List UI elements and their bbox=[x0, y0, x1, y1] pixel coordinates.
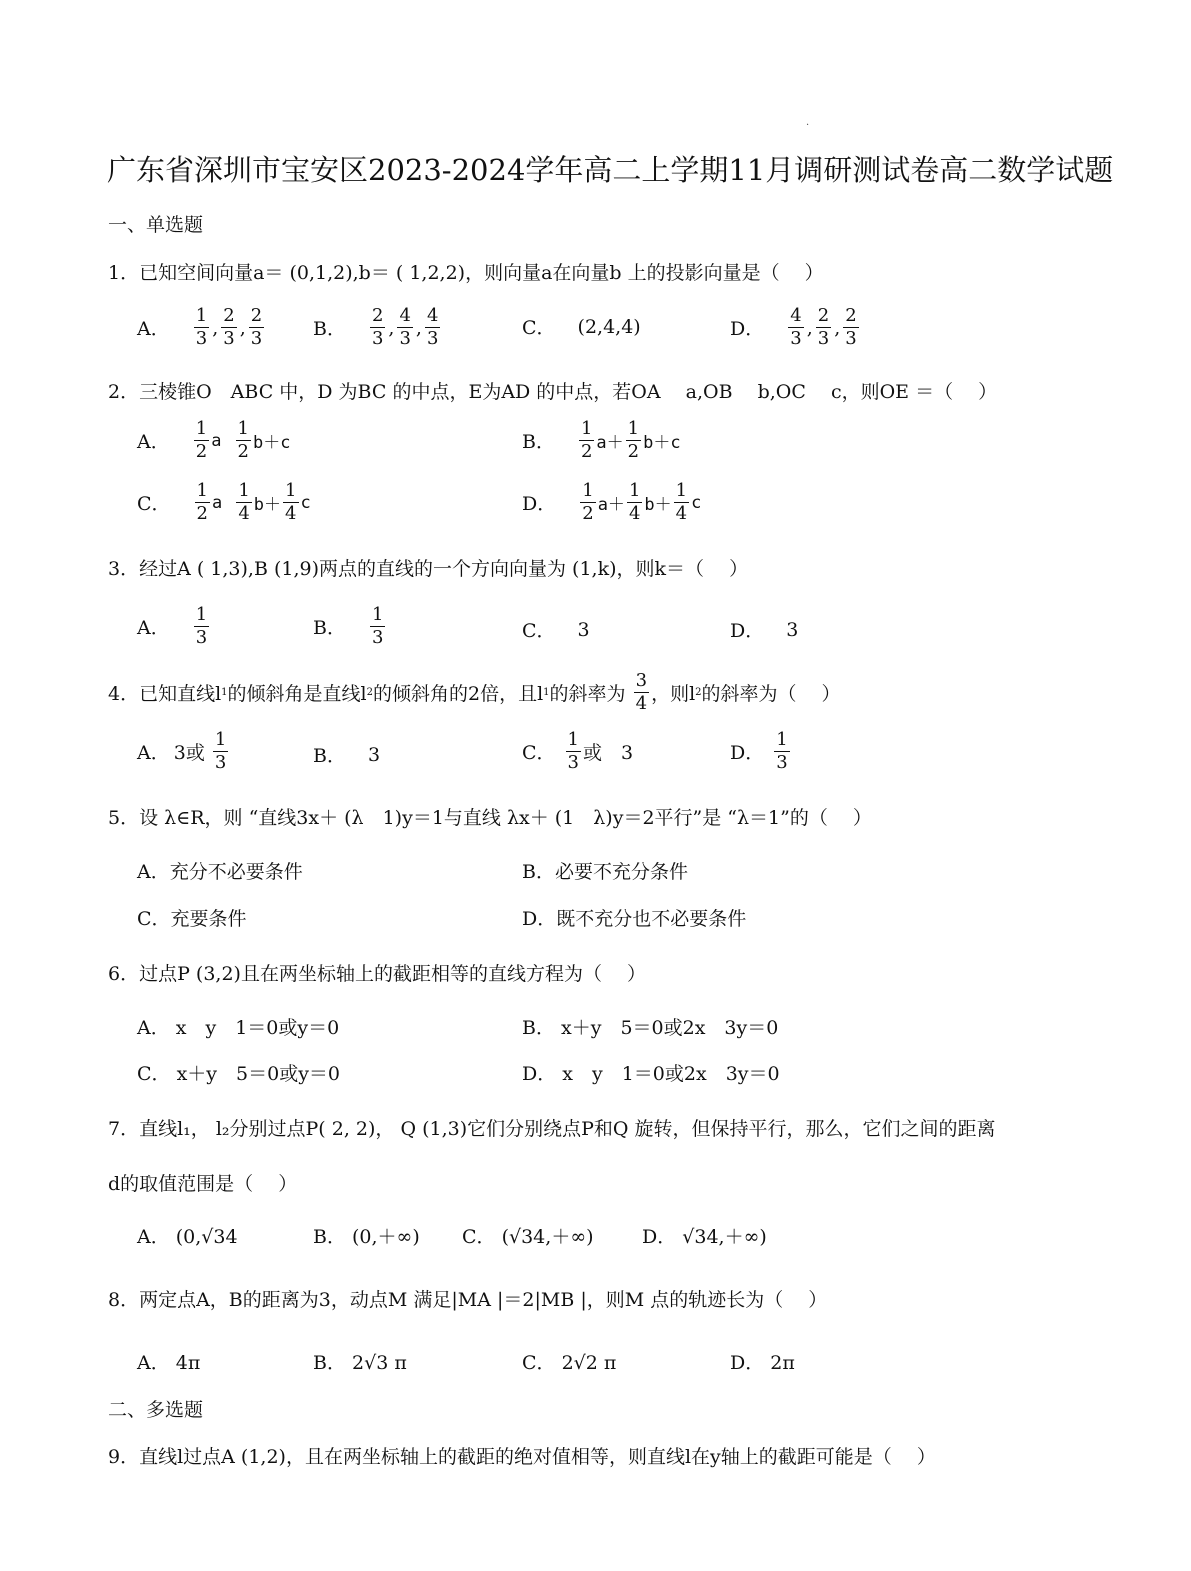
question-6-stem: 6．过点P (3,2)且在两坐标轴上的截距相等的直线方程为（ ） bbox=[108, 963, 646, 985]
question-8-option-a: A． 4π bbox=[137, 1352, 201, 1374]
question-2-option-c: C． $\frac{1}{2}$ a $\frac{1}{4}$ b＋ $\frac{1}{4}$ c bbox=[137, 480, 311, 524]
question-2-stem: 2．三棱锥O ABC 中，D 为BC 的中点，E为AD 的中点，若OA a,OB b,OC c，则OE ＝（ ） bbox=[108, 381, 998, 403]
question-2-option-a: A． $\frac{1}{2}$ a $\frac{1}{2}$ b＋c bbox=[137, 418, 291, 462]
question-1-option-b: B． $\frac{2}{3}$ , $\frac{4}{3}$ , $\frac{4}{3}$ bbox=[313, 305, 439, 349]
question-1-option-d: D． $\frac{4}{3}$ , $\frac{2}{3}$ , $\frac{2}{3}$ bbox=[730, 305, 857, 349]
question-2-option-d: D． $\frac{1}{2}$ a＋ $\frac{1}{4}$ b＋ $\frac{1}{4}$ c bbox=[522, 480, 702, 524]
question-7-stem-line2: d的取值范围是（ ） bbox=[108, 1173, 298, 1195]
section-single-choice: 一、单选题 bbox=[108, 214, 204, 236]
question-3-option-a: A． $\frac{1}{3}$ bbox=[137, 604, 208, 648]
question-5-option-b: B．必要不充分条件 bbox=[522, 861, 688, 883]
question-4-option-c: C． $\frac{1}{3}$ 或 3 bbox=[522, 729, 634, 773]
question-3-option-b: B． $\frac{1}{3}$ bbox=[313, 604, 384, 648]
question-6-option-b: B． x＋y 5＝0或2x 3y＝0 bbox=[522, 1017, 779, 1039]
question-7-stem-line1: 7．直线l₁， l₂分别过点P( 2, 2)， Q (1,3)它们分别绕点P和Q 旋转，但保持平行，那么，它们之间的距离 bbox=[108, 1118, 996, 1140]
question-1-option-a: A． $\frac{1}{3}$ , $\frac{2}{3}$ , $\frac{2}{3}$ bbox=[137, 305, 263, 349]
question-4-option-d: D． $\frac{1}{3}$ bbox=[730, 729, 788, 773]
question-3-stem: 3．经过A ( 1,3),B (1,9)两点的直线的一个方向向量为 (1,k)，则k＝（ ） bbox=[108, 558, 749, 580]
question-1-option-c: C． (2,4,4) bbox=[522, 315, 641, 339]
question-6-option-a: A． x y 1＝0或y＝0 bbox=[137, 1017, 340, 1039]
question-7-option-b: B． (0,＋∞) bbox=[313, 1226, 420, 1248]
question-8-option-b: B． 2√3 π bbox=[313, 1352, 407, 1374]
question-1-stem: 1．已知空间向量a＝ (0,1,2),b＝ ( 1,2,2)，则向量a在向量b 上的投影向量是（ ） bbox=[108, 262, 824, 284]
question-8-stem: 8．两定点A，B的距离为3，动点M 满足|MA |＝2|MB |，则M 点的轨迹长为（ ） bbox=[108, 1289, 828, 1311]
question-6-option-d: D． x y 1＝0或2x 3y＝0 bbox=[522, 1063, 780, 1085]
question-5-option-c: C．充要条件 bbox=[137, 908, 247, 930]
question-5-option-d: D．既不充分也不必要条件 bbox=[522, 908, 747, 930]
page-title: 广东省深圳市宝安区2023-2024学年高二上学期11月调研测试卷高二数学试题 bbox=[107, 153, 1114, 187]
stray-dot: · bbox=[806, 120, 810, 131]
question-4-option-b: B． 3 bbox=[313, 743, 381, 767]
question-7-option-a: A． (0,√34 bbox=[137, 1226, 238, 1248]
question-9-stem: 9．直线l过点A (1,2)，且在两坐标轴上的截距的绝对值相等，则直线l在y轴上的截距可能是（ ） bbox=[108, 1446, 936, 1468]
question-7-option-d: D． √34,＋∞) bbox=[642, 1226, 767, 1248]
section-multi-choice: 二、多选题 bbox=[108, 1399, 204, 1421]
question-3-option-c: C． 3 bbox=[522, 618, 590, 642]
question-4-option-a: A． 3或 $\frac{1}{3}$ bbox=[137, 729, 227, 773]
question-2-option-b: B． $\frac{1}{2}$ a＋ $\frac{1}{2}$ b＋c bbox=[522, 418, 681, 462]
question-8-option-d: D． 2π bbox=[730, 1352, 795, 1374]
question-5-option-a: A．充分不必要条件 bbox=[137, 861, 303, 883]
question-3-option-d: D． 3 bbox=[730, 618, 799, 642]
question-8-option-c: C． 2√2 π bbox=[522, 1352, 617, 1374]
question-7-option-c: C． (√34,＋∞) bbox=[462, 1226, 594, 1248]
question-4-stem: 4．已知直线l 1 的倾斜角是直线l 2 的倾斜角的2倍，且l 1 的斜率为 $\frac{3}{4}$ ，则l 2 的斜率为（ ） bbox=[108, 670, 841, 714]
question-5-stem: 5．设 λ∈R，则 “直线3x＋ (λ 1)y＝1与直线 λx＋ (1 λ)y＝2平行”是 “λ＝1”的（ ） bbox=[108, 807, 872, 829]
question-6-option-c: C． x＋y 5＝0或y＝0 bbox=[137, 1063, 341, 1085]
